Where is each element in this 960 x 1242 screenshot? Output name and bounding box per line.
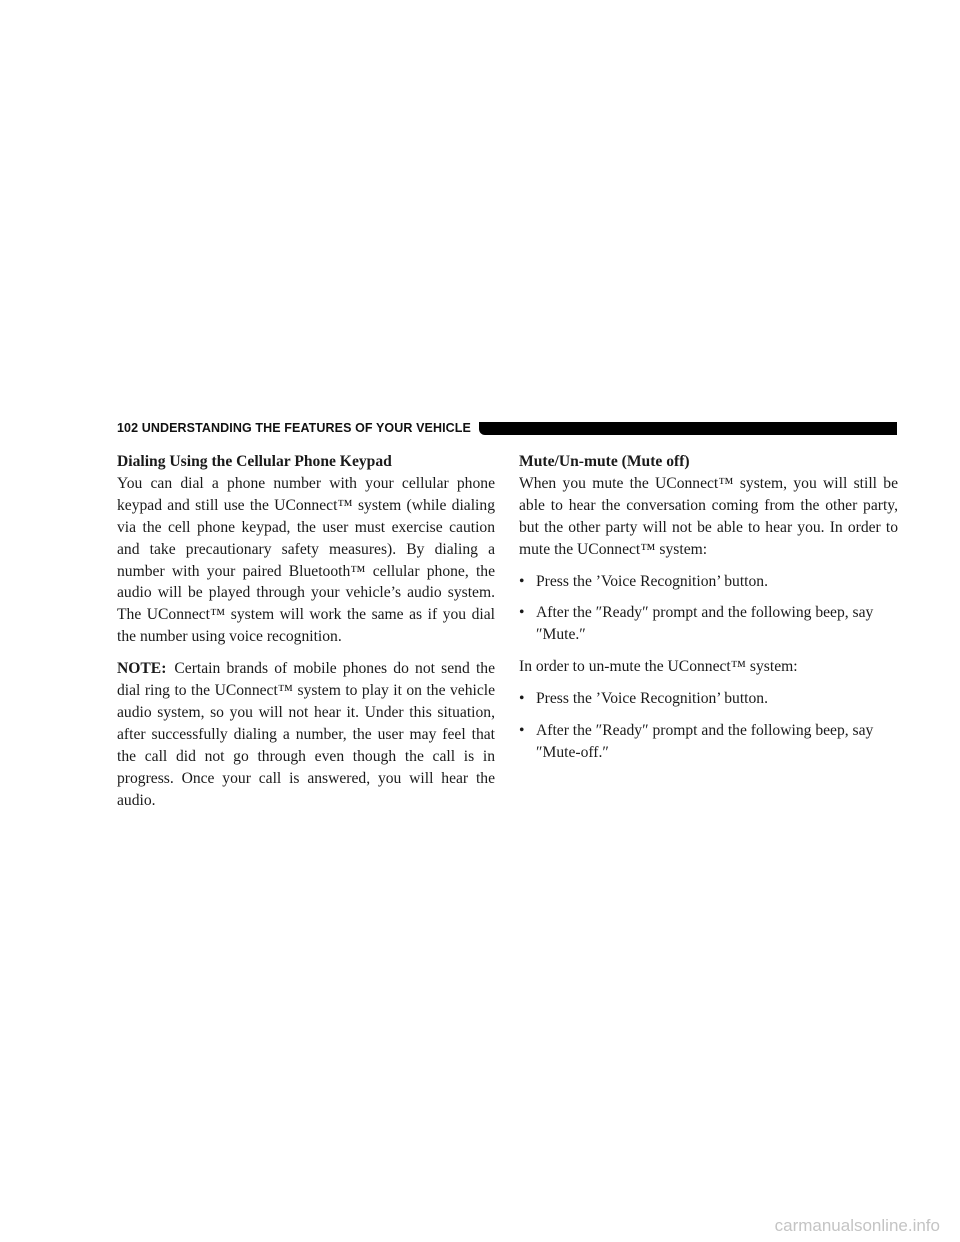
list-item — [519, 602, 898, 646]
note-text: Certain brands of mobile phones do not send the dial ring to the UConnect™ system to play it on the vehicle audio system, so you will not hear it. Under this situation, after successfully dialing a number, the user may feel that the call did not go through even though the call is in progress. Once your call is answered, you will hear the audio. — [117, 660, 495, 809]
list-item-text: Press the ’Voice Recognition’ button. — [536, 690, 768, 708]
unmute-paragraph: In order to un-mute the UConnect™ system: — [519, 658, 798, 676]
bullet-icon: • — [519, 690, 525, 708]
unmute-steps-list — [519, 688, 898, 764]
list-item-text: After the ″Ready″ prompt and the following beep, say ″Mute-off.″ — [536, 722, 874, 761]
mute-paragraph: When you mute the UConnect™ system, you will still be able to hear the conversation coming from the other party, but the other party will not be able to hear you. In order to mute the UConnect™ system: — [519, 474, 898, 558]
section-heading-mute: Mute/Un-mute (Mute off) — [519, 453, 690, 470]
list-item-text: After the ″Ready″ prompt and the following beep, say ″Mute.″ — [536, 604, 874, 644]
list-item — [519, 571, 898, 593]
note-paragraph — [117, 658, 495, 811]
dialing-paragraph: You can dial a phone number with your cellular phone keypad and still use the UConnect™ system (while dialing via the cell phone keypad, the user must exercise caution and take precautionary safety measures). By dialing a number with your paired Bluetooth™ cellular phone, the audio will be played through your vehicle’s audio system. The UConnect™ system will work the same as if you dial the number using voice recognition. — [117, 474, 495, 646]
note-label: NOTE: — [117, 660, 167, 678]
bullet-icon: • — [519, 722, 525, 740]
page-header-title: 102 UNDERSTANDING THE FEATURES OF YOUR VEHICLE — [117, 421, 471, 435]
section-heading-dialing: Dialing Using the Cellular Phone Keypad — [117, 453, 392, 470]
right-column — [519, 451, 898, 774]
header-rule — [479, 422, 897, 435]
watermark-text: carmanualsonline.info — [774, 1216, 940, 1235]
left-column — [117, 451, 495, 822]
bullet-icon: • — [519, 604, 525, 622]
bullet-icon: • — [519, 572, 525, 590]
mute-steps-list — [519, 571, 898, 647]
page-header — [117, 418, 897, 438]
list-item — [519, 688, 898, 710]
list-item-text: Press the ’Voice Recognition’ button. — [536, 572, 768, 590]
list-item — [519, 720, 898, 764]
